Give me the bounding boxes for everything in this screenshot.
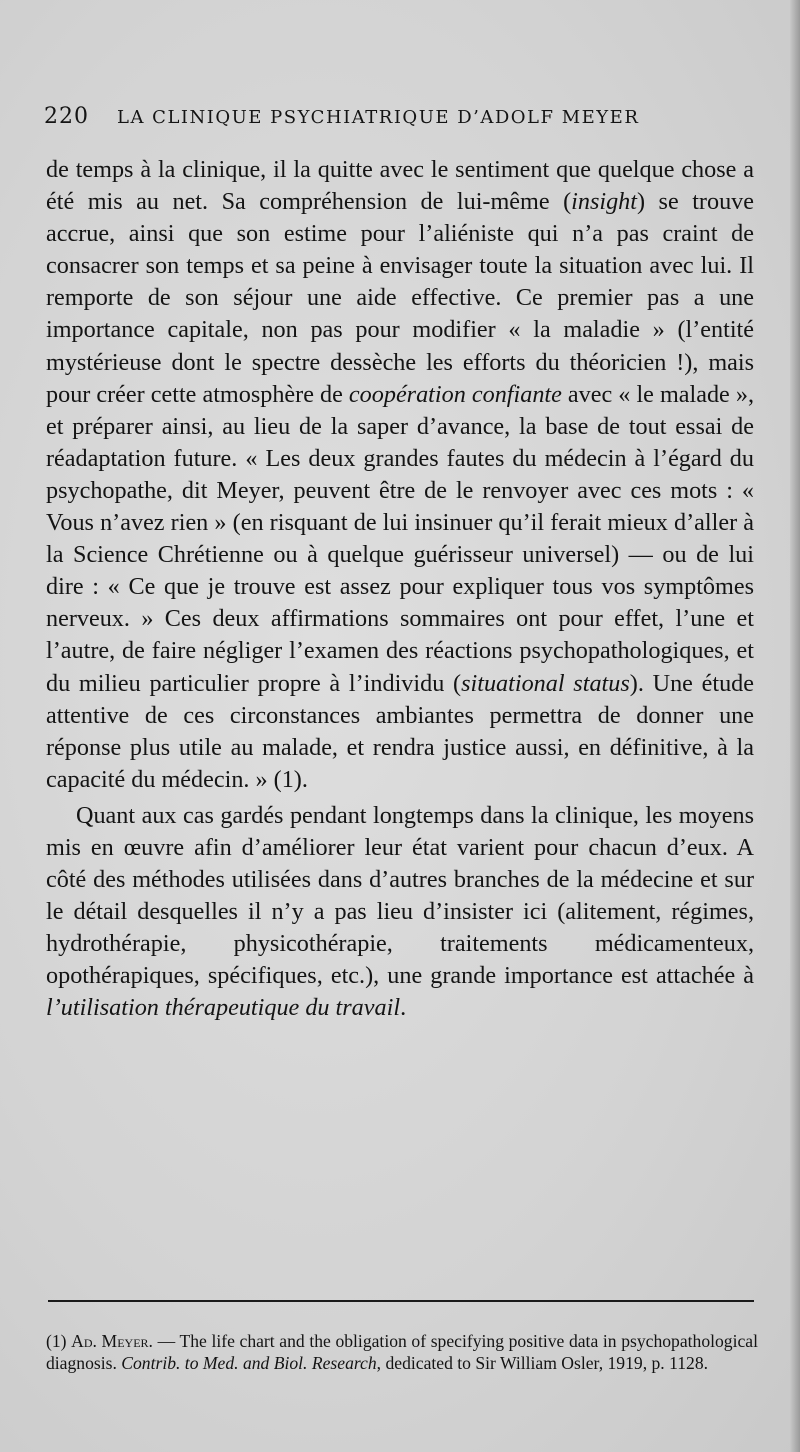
paragraph-2-text-2: .	[400, 994, 407, 1022]
paragraph-1-italic-insight: insight	[571, 188, 637, 216]
paragraph-2-text-1: Quant aux cas gardés pendant longtemps dans la clinique, les moyens mis en œuvre afin d’améliorer leur état varient pour chacun d’eux. A côté des méthodes utilisées dans d’autres branches de la médecine et sur le détail desquelles il n’y a pas lieu d’insister ici (alitement, régimes, hydrothérapie, physicothérapie, traitements médicamenteux, opothérapiques, spécifiques, etc.), une grande importance est attachée à	[46, 801, 754, 990]
paragraph-1-text-1: de temps à la clinique, il la quitte avec le sentiment que quelque chose a été mis au net. Sa compréhension de lui-même (	[46, 156, 754, 216]
footnote-text-1: The life chart and the obligation of specifying positive data in psychopathological diagnosis.	[46, 1331, 758, 1373]
page-number: 220	[44, 104, 89, 129]
footnote-marker: (1)	[46, 1331, 67, 1351]
footnote-text-2: , dedicated to Sir William Osler, 1919, p. 1128.	[376, 1353, 709, 1373]
paragraph-1-text-4: ). Une étude attentive de ces circonstances ambiantes permettra de donner une réponse plus utile au malade, et rendra justice aussi, en définitive, à la capacité du médecin. » (1).	[46, 669, 755, 793]
footnote-author: Ad. Meyer.	[71, 1331, 153, 1351]
main-text	[46, 154, 754, 1025]
paragraph-1-italic-cooperation: coopération confiante	[348, 380, 562, 408]
footnote-italic-journal: Contrib. to Med. and Biol. Research	[121, 1353, 377, 1373]
footnote	[46, 1330, 758, 1374]
running-header	[44, 104, 754, 129]
paragraph-1-text-3: avec « le malade », et préparer ainsi, au lieu de la saper d’avance, la base de tout essai de réadaptation future. « Les deux grandes fautes du médecin à l’égard du psychopathe, dit Meyer, peuvent être de le renvoyer avec ces mots : « Vous n’avez rien » (en risquant de lui insinuer qu’il ferait mieux d’aller à la Science Chrétienne ou à quelque guérisseur universel) — ou de lui dire : « Ce que je trouve est assez pour expliquer tous vos symptômes nerveux. » Ces deux affirmations sommaires ont pour effet, l’une et l’autre, de faire négliger l’examen des réactions psychopathologiques, et du milieu particulier propre à l’individu (	[46, 380, 754, 697]
footnote-dash: —	[152, 1331, 180, 1351]
paragraph-1	[46, 154, 754, 796]
paragraph-1-italic-situational-status: situational status	[461, 669, 630, 697]
page-edge-shadow	[790, 0, 800, 1452]
paragraph-2-italic-travail: l’utilisation thérapeutique du travail	[46, 994, 401, 1022]
paragraph-1-text-2: ) se trouve accrue, ainsi que son estime pour l’aliéniste qui n’a pas craint de consacrer son temps et sa peine à envisager toute la situation avec lui. Il remporte de son séjour une aide effective. Ce premier pas a une importance capitale, non pas pour modifier « la maladie » (l’entité mystérieuse dont le spectre dessèche les efforts du théoricien !), mais pour créer cette atmosphère de	[46, 188, 755, 408]
running-title: LA CLINIQUE PSYCHIATRIQUE D’ADOLF MEYER	[117, 107, 640, 128]
paragraph-2	[46, 800, 754, 1025]
footnote-divider	[48, 1300, 754, 1302]
